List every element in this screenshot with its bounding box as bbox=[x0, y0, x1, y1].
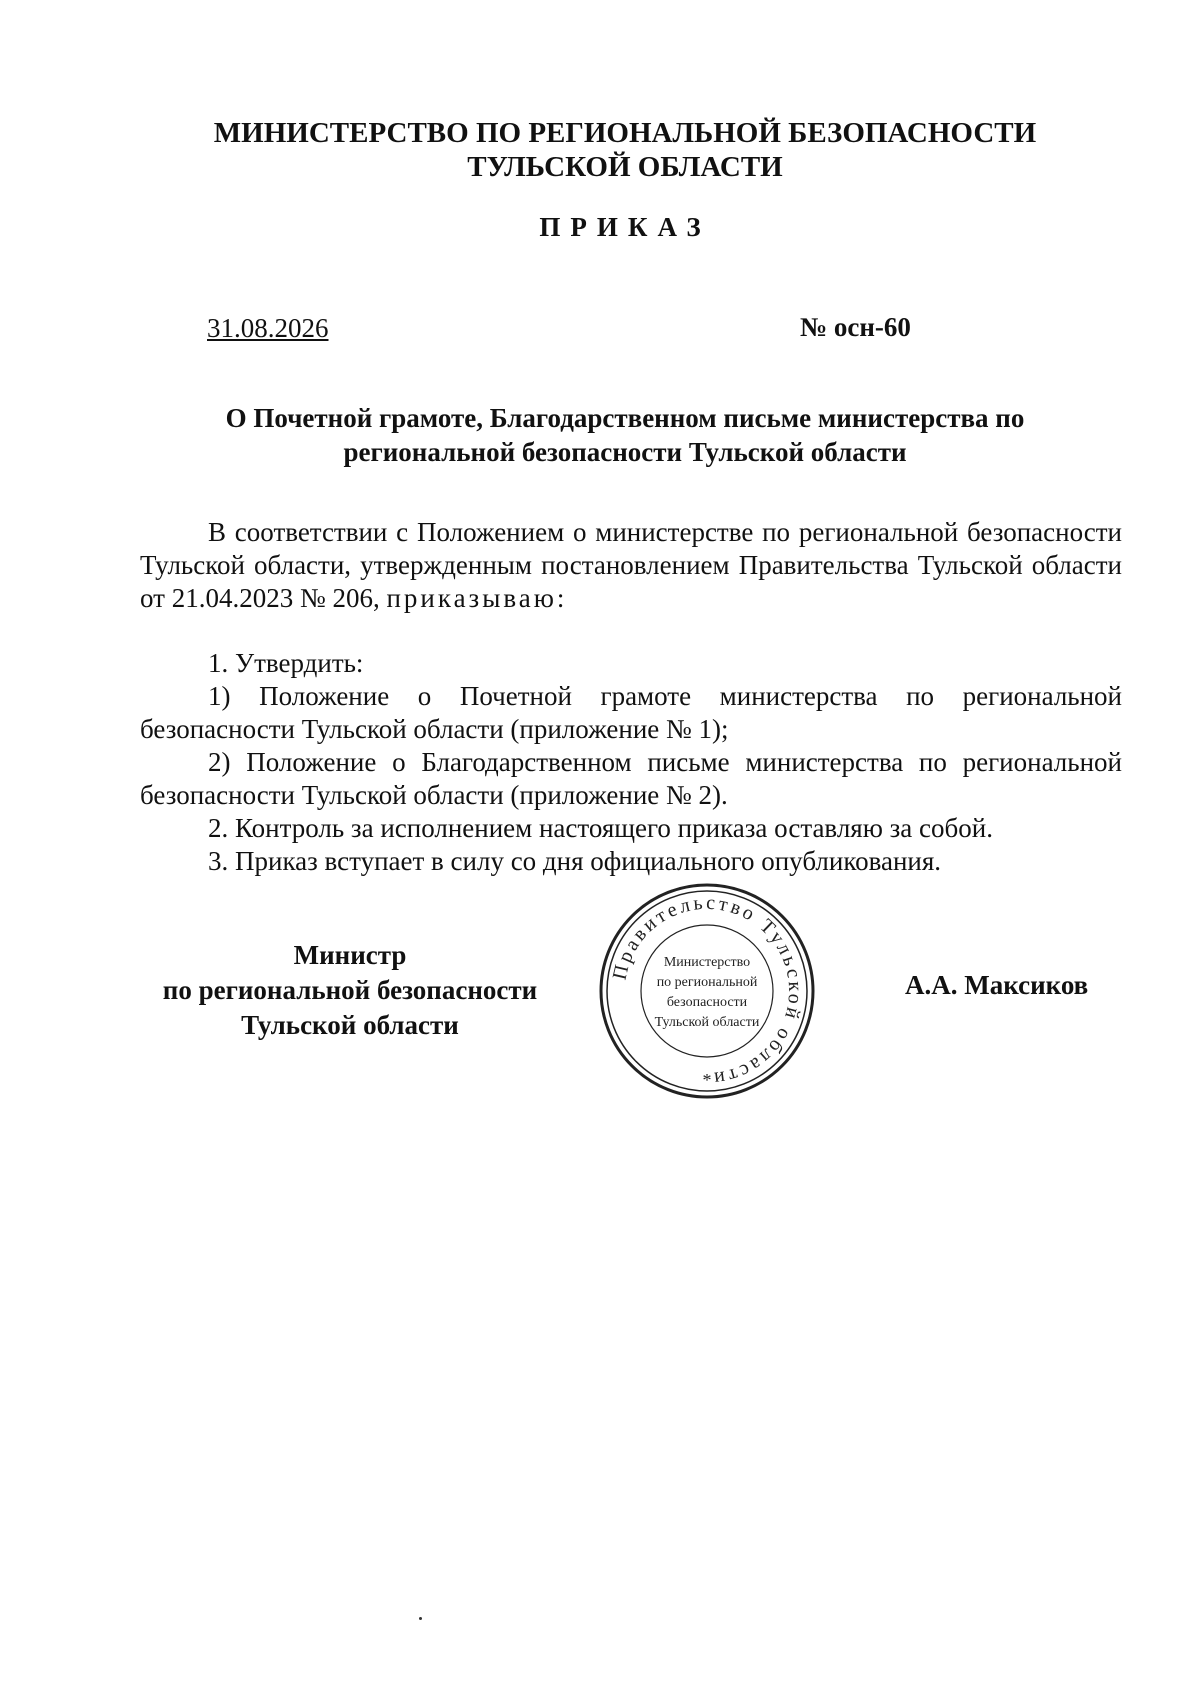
stamp-center-line1: Министерство bbox=[663, 955, 751, 970]
svg-text:Правительство Тульской области bbox=[609, 892, 807, 1090]
signatory-position bbox=[130, 938, 570, 1043]
document-number: № осн-60 bbox=[800, 312, 911, 342]
official-seal-stamp bbox=[596, 880, 818, 1102]
order-item: 3. Приказ вступает в силу со дня официального опубликования. bbox=[208, 846, 942, 876]
signatory-position-line3: Тульской области bbox=[241, 1010, 459, 1040]
preamble-text: В соответствии с Положением о министерстве по региональной безопасности Тульской области, утвержденным постановлением Правительства Тульской области от 21.04.2023 № 206, bbox=[140, 517, 1122, 613]
ministry-name-line1: МИНИСТЕРСТВО ПО РЕГИОНАЛЬНОЙ БЕЗОПАСНОСТИ bbox=[213, 117, 1037, 149]
stamp-center-line4: Тульской области bbox=[654, 1015, 760, 1030]
preamble-directive: приказываю: bbox=[386, 583, 568, 613]
signatory-position-line1: Министр bbox=[293, 940, 407, 970]
document-type-heading: ПРИКАЗ bbox=[539, 212, 711, 242]
order-item: 2. Контроль за исполнением настоящего приказа оставляю за собой. bbox=[208, 813, 993, 843]
preamble-paragraph bbox=[140, 516, 1122, 615]
scan-speck bbox=[419, 1617, 422, 1620]
signatory-position-line2: по региональной безопасности bbox=[162, 975, 538, 1005]
stamp-ring-text: Правительство Тульской области bbox=[608, 891, 807, 1091]
stamp-center-line2: по региональной bbox=[656, 975, 758, 990]
ministry-name-line2: ТУЛЬСКОЙ ОБЛАСТИ bbox=[467, 151, 783, 183]
order-item: 2) Положение о Благодарственном письме министерства по региональной безопасности Тульской области (приложение № 2). bbox=[140, 747, 1122, 810]
stamp-star-icon: * bbox=[702, 1070, 712, 1090]
document-title: О Почетной грамоте, Благодарственном письме министерства по региональной безопасности Тульской области bbox=[225, 403, 1025, 467]
stamp-center-line3: безопасности bbox=[666, 995, 748, 1010]
document-date: 31.08.2026 bbox=[207, 313, 329, 343]
signatory-name: А.А. Максиков bbox=[905, 970, 1089, 1000]
order-item: 1. Утвердить: bbox=[208, 648, 364, 678]
order-item: 1) Положение о Почетной грамоте министерства по региональной безопасности Тульской области (приложение № 1); bbox=[140, 681, 1122, 744]
order-items bbox=[140, 647, 1122, 878]
